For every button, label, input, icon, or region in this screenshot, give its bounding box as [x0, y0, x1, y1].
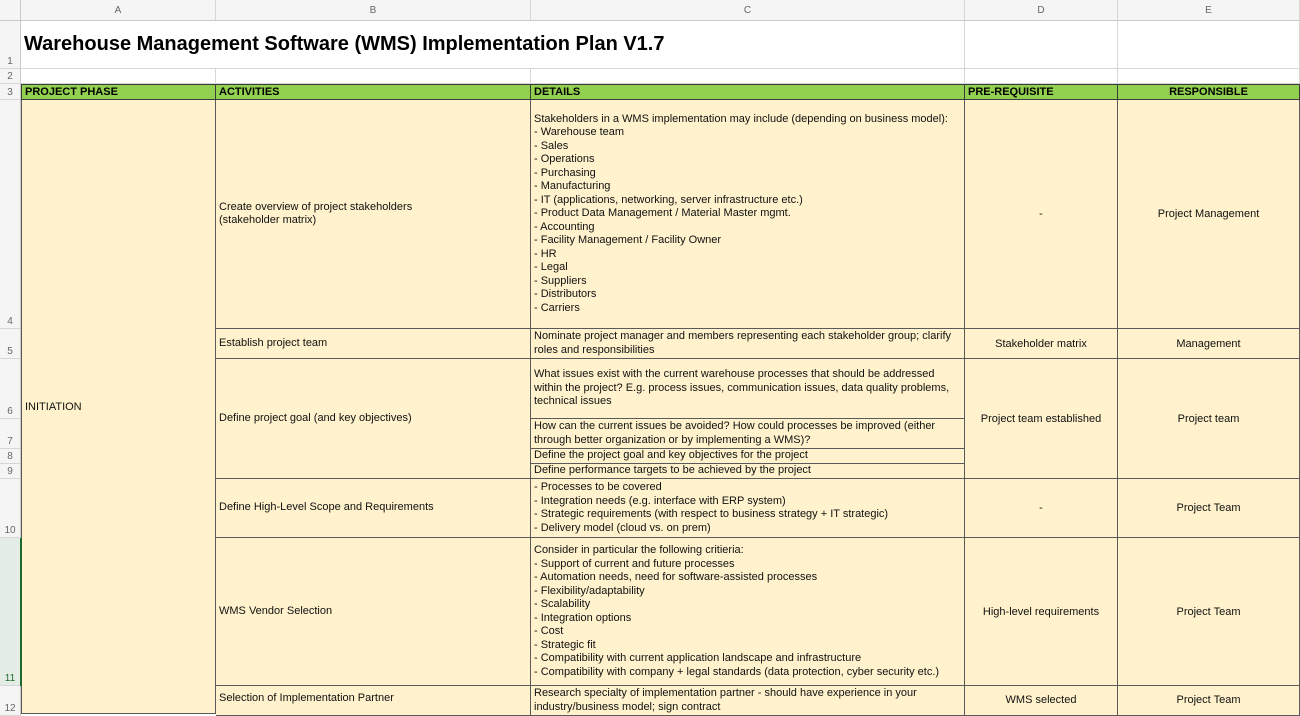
- header-activities[interactable]: ACTIVITIES: [216, 84, 531, 100]
- details-scope[interactable]: - Processes to be covered - Integration needs (e.g. interface with ERP system) - Strategic requirements (with respect to business strategy + IT strategic) - Delivery model (cloud vs. on prem): [531, 479, 965, 538]
- column-header-e[interactable]: E: [1118, 0, 1300, 21]
- header-details[interactable]: DETAILS: [531, 84, 965, 100]
- details-define-goal[interactable]: Define the project goal and key objectives for the project: [531, 449, 965, 464]
- cell-c2[interactable]: [531, 69, 965, 84]
- prereq-scope[interactable]: -: [965, 479, 1118, 538]
- header-project-phase[interactable]: PROJECT PHASE: [21, 84, 216, 100]
- row-header-12[interactable]: 12: [0, 686, 21, 716]
- details-implementation-partner[interactable]: Research specialty of implementation partner - should have experience in your industry/business model; sign contract: [531, 686, 965, 716]
- row-header-3[interactable]: 3: [0, 84, 21, 100]
- activity-implementation-partner[interactable]: Selection of Implementation Partner: [216, 686, 531, 716]
- prereq-vendor-selection[interactable]: High-level requirements: [965, 538, 1118, 686]
- phase-cell[interactable]: INITIATION: [21, 100, 216, 714]
- prereq-stakeholders[interactable]: -: [965, 100, 1118, 329]
- details-avoid-issues[interactable]: How can the current issues be avoided? How could processes be improved (either through better organization or by implementing a WMS)?: [531, 419, 965, 449]
- plan-title[interactable]: Warehouse Management Software (WMS) Implementation Plan V1.7: [21, 21, 965, 69]
- responsible-project-goal[interactable]: Project team: [1118, 359, 1300, 479]
- column-header-b[interactable]: B: [216, 0, 531, 21]
- row-header-2[interactable]: 2: [0, 69, 21, 84]
- responsible-scope[interactable]: Project Team: [1118, 479, 1300, 538]
- responsible-implementation-partner[interactable]: Project Team: [1118, 686, 1300, 716]
- details-vendor-selection[interactable]: Consider in particular the following critieria: - Support of current and future processes - Automation needs, need for software-assisted processes - Flexibility/adaptability - Scalability - Integration options - Cost - Strategic fit - Compatibility with current application landscape and infrastructure - Compatibility with company + legal standards (data protection, cyber security etc.): [531, 538, 965, 686]
- prereq-project-team[interactable]: Stakeholder matrix: [965, 329, 1118, 359]
- header-prerequisite[interactable]: PRE-REQUISITE: [965, 84, 1118, 100]
- cell-e1[interactable]: [1118, 21, 1300, 69]
- row-header-7[interactable]: 7: [0, 419, 21, 449]
- details-performance-targets[interactable]: Define performance targets to be achieved by the project: [531, 464, 965, 479]
- selected-row-indicator: [20, 538, 22, 686]
- cell-d2[interactable]: [965, 69, 1118, 84]
- column-header-c[interactable]: C: [531, 0, 965, 21]
- cell-b2[interactable]: [216, 69, 531, 84]
- header-responsible[interactable]: RESPONSIBLE: [1118, 84, 1300, 100]
- row-header-1[interactable]: 1: [0, 21, 21, 69]
- details-stakeholders[interactable]: Stakeholders in a WMS implementation may include (depending on business model): - Warehouse team - Sales - Operations - Purchasing - Manufacturing - IT (applications, networking, server infrastructure etc.) - Product Data Management / Material Master mgmt. - Accounting - Facility Management / Facility Owner - HR - Legal - Suppliers - Distributors - Carriers: [531, 100, 965, 329]
- details-current-issues[interactable]: What issues exist with the current warehouse processes that should be addressed within the project? E.g. process issues, communication issues, data quality problems, technical issues: [531, 359, 965, 419]
- row-header-10[interactable]: 10: [0, 479, 21, 538]
- responsible-vendor-selection[interactable]: Project Team: [1118, 538, 1300, 686]
- row-header-5[interactable]: 5: [0, 329, 21, 359]
- responsible-project-team[interactable]: Management: [1118, 329, 1300, 359]
- cell-d1[interactable]: [965, 21, 1118, 69]
- responsible-stakeholders[interactable]: Project Management: [1118, 100, 1300, 329]
- row-header-6[interactable]: 6: [0, 359, 21, 419]
- prereq-project-goal[interactable]: Project team established: [965, 359, 1118, 479]
- cell-e2[interactable]: [1118, 69, 1300, 84]
- row-header-4[interactable]: 4: [0, 100, 21, 329]
- activity-stakeholders[interactable]: Create overview of project stakeholders (stakeholder matrix): [216, 100, 531, 329]
- activity-project-team[interactable]: Establish project team: [216, 329, 531, 359]
- cell-a2[interactable]: [21, 69, 216, 84]
- details-project-team[interactable]: Nominate project manager and members representing each stakeholder group; clarify roles and responsibilities: [531, 329, 965, 359]
- activity-scope[interactable]: Define High-Level Scope and Requirements: [216, 479, 531, 538]
- row-header-11[interactable]: 11: [0, 538, 21, 686]
- activity-project-goal[interactable]: Define project goal (and key objectives): [216, 359, 531, 479]
- column-header-a[interactable]: A: [21, 0, 216, 21]
- select-all-corner[interactable]: [0, 0, 21, 21]
- activity-vendor-selection[interactable]: WMS Vendor Selection: [216, 538, 531, 686]
- row-header-8[interactable]: 8: [0, 449, 21, 464]
- row-header-9[interactable]: 9: [0, 464, 21, 479]
- prereq-implementation-partner[interactable]: WMS selected: [965, 686, 1118, 716]
- column-header-d[interactable]: D: [965, 0, 1118, 21]
